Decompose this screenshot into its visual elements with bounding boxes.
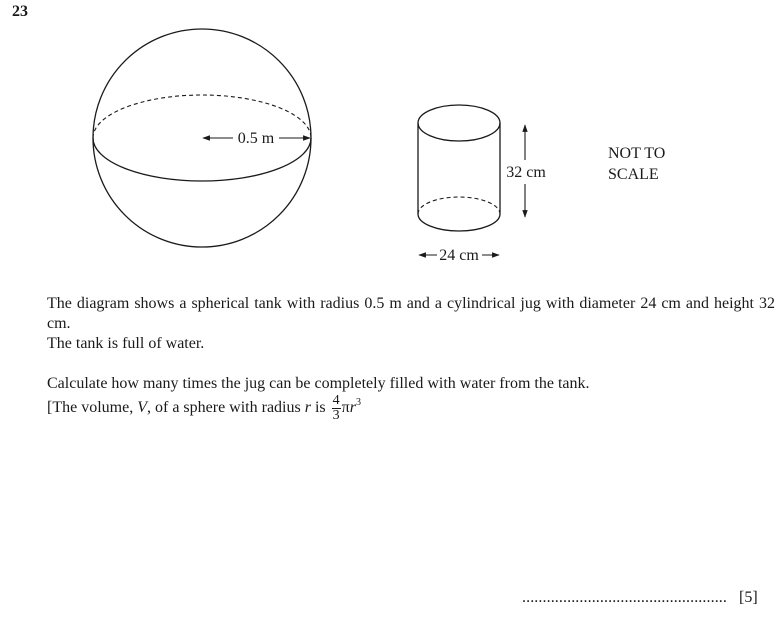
sphere-outline — [93, 29, 311, 247]
not-to-scale-line-1: NOT TO — [608, 145, 666, 162]
sphere-radius-label: 0.5 m — [237, 130, 275, 147]
cylinder-height-label: 32 cm — [506, 164, 546, 181]
cylindrical-jug — [418, 105, 546, 264]
answer-line — [522, 589, 758, 607]
formula-pi: π — [341, 399, 350, 416]
cylinder-bottom-back — [418, 197, 500, 214]
sphere-tank — [93, 29, 311, 247]
sphere-equator-back — [93, 95, 311, 138]
sphere-volume-formula — [47, 393, 361, 423]
cylinder-diameter-label: 24 cm — [439, 247, 479, 264]
sphere-equator-front — [93, 138, 311, 181]
answer-dots[interactable]: .................................................. — [522, 589, 727, 606]
not-to-scale-note — [608, 143, 665, 185]
formula-var-r: r — [304, 399, 311, 416]
formula-middle: , of a sphere with radius — [146, 399, 305, 416]
formula-var-v: V — [137, 399, 147, 416]
fraction-denominator: 3 — [332, 407, 340, 423]
formula-var-r-cubed: r — [349, 399, 356, 416]
marks-label: [5] — [739, 589, 758, 606]
question-description: The diagram shows a spherical tank with radius 0.5 m and a cylindrical jug with diameter 24 cm and height 32 cm. — [47, 295, 775, 332]
formula-is: is — [310, 399, 330, 416]
question-instruction: Calculate how many times the jug can be completely filled with water from the tank. — [47, 375, 590, 392]
fraction-numerator: 4 — [332, 392, 340, 408]
question-tank-full: The tank is full of water. — [47, 335, 205, 352]
not-to-scale-line-2: SCALE — [608, 166, 659, 183]
cylinder-bottom-front — [418, 214, 500, 231]
formula-exponent: 3 — [355, 397, 361, 408]
formula-prefix: [The volume, — [47, 399, 138, 416]
formula-fraction — [332, 394, 341, 423]
cylinder-top — [418, 105, 500, 141]
question-number: 23 — [12, 3, 28, 20]
